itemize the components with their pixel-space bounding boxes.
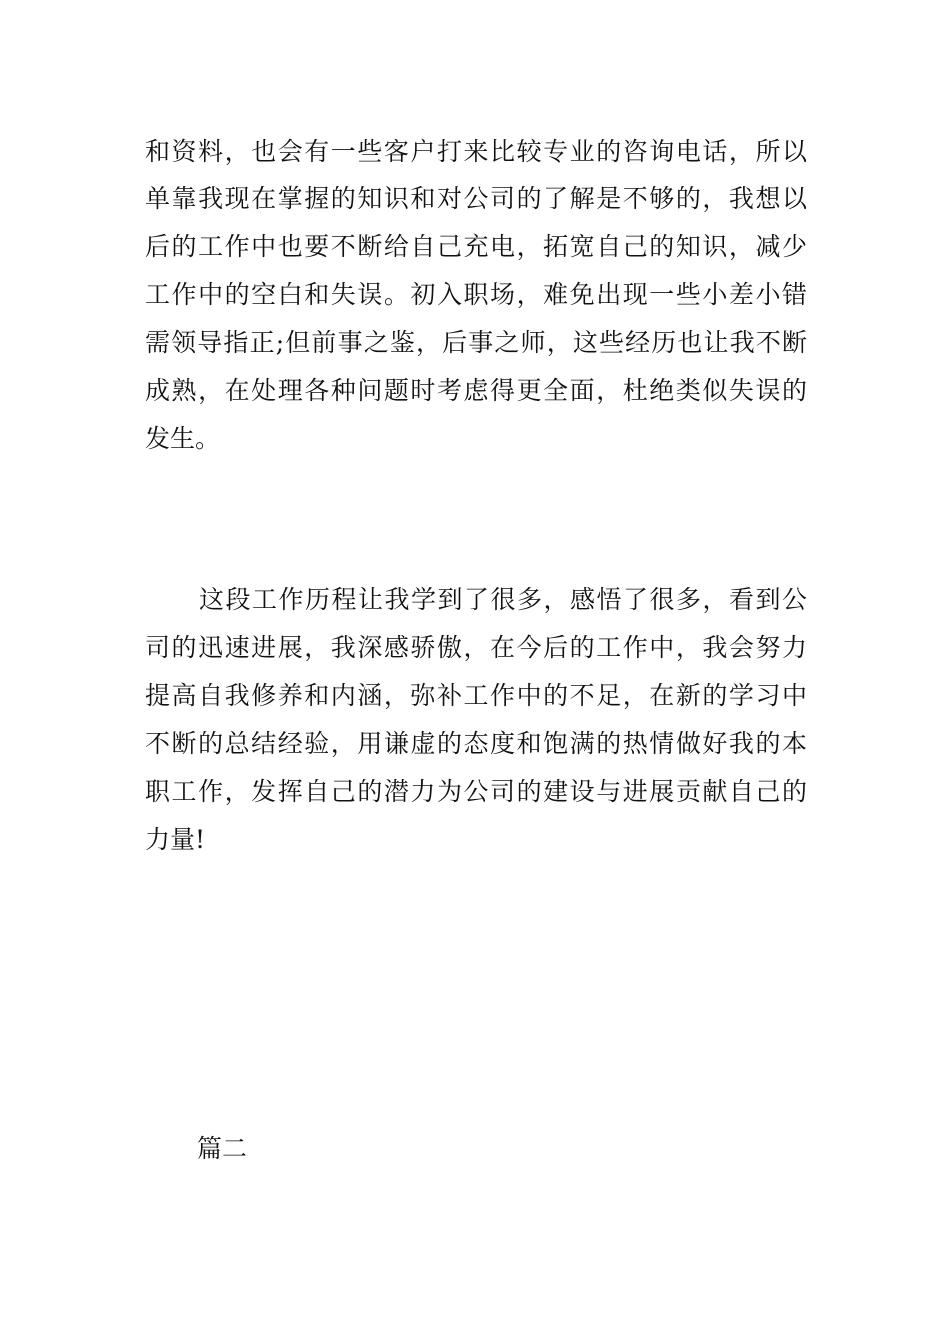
paragraph-2-line-4: 不断的总结经验，用谦虚的态度和饱满的热情做好我的本 (145, 729, 807, 758)
paragraph-1-line-1: 和资料，也会有一些客户打来比较专业的咨询电话，所以 (145, 137, 807, 166)
paragraph-2-line-2: 司的迅速进展，我深感骄傲，在今后的工作中，我会努力 (145, 633, 807, 662)
paragraph-2-line-3: 提高自我修养和内涵，弥补工作中的不足，在新的学习中 (145, 681, 807, 710)
paragraph-1-line-2: 单靠我现在掌握的知识和对公司的了解是不够的，我想以 (145, 184, 807, 213)
section-heading: 篇二 (197, 1134, 248, 1163)
paragraph-2-line-6: 力量! (145, 825, 206, 854)
paragraph-1-line-3: 后的工作中也要不断给自己充电，拓宽自己的知识，减少 (145, 232, 807, 261)
paragraph-1-line-7: 发生。 (145, 424, 221, 453)
paragraph-2-line-1: 这段工作历程让我学到了很多，感悟了很多，看到公 (199, 585, 807, 614)
paragraph-2-line-5: 职工作，发挥自己的潜力为公司的建设与进展贡献自己的 (145, 777, 807, 806)
paragraph-1-line-4: 工作中的空白和失误。初入职场，难免出现一些小差小错 (145, 280, 807, 309)
paragraph-1-line-5: 需领导指正;但前事之鉴，后事之师，这些经历也让我不断 (145, 328, 807, 357)
paragraph-1-line-6: 成熟，在处理各种问题时考虑得更全面，杜绝类似失误的 (145, 376, 807, 405)
